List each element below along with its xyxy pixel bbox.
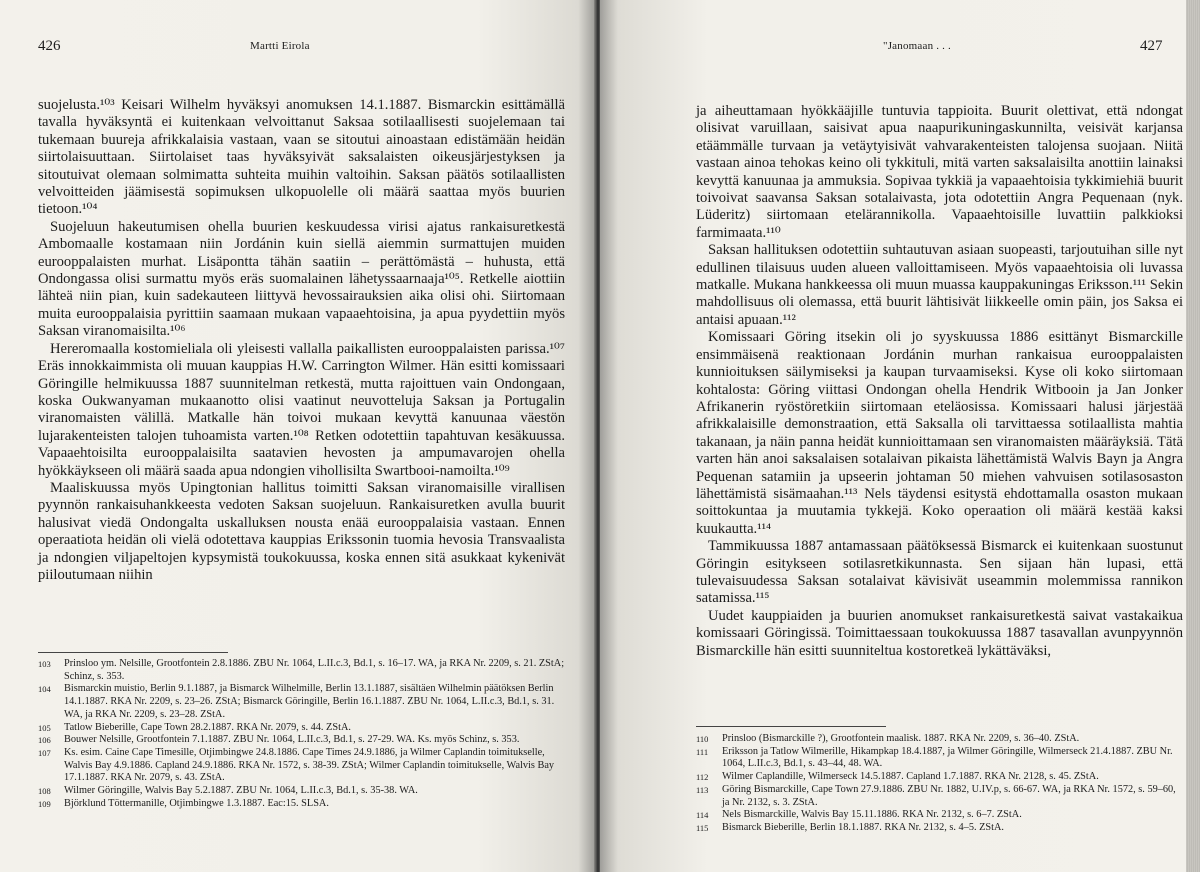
footnote-text: Ks. esim. Caine Cape Timesille, Otjimbingwe 24.8.1886. Cape Times 24.9.1886, ja Wilmer Caplandin toimitukselle, Walvis Bay 4.9.1886. Capland 24.9.1886. RKA Nr. 1572, s. 38-39. ZStA; Wilmer Caplandin toimitukselle, Walvis Bay 17.1.1887. RKA Nr. 2079, s. 43. ZStA. <box>64 746 555 784</box>
footnote-number: 110 <box>696 734 709 744</box>
footnote-number: 103 <box>38 659 51 669</box>
page-number: 427 <box>1140 38 1163 54</box>
page-number: 426 <box>38 38 61 54</box>
footnote-text: Wilmer Caplandille, Wilmerseck 14.5.1887. Capland 1.7.1887. RKA Nr. 2128, s. 45. ZStA. <box>722 771 1099 783</box>
footnote-text: Göring Bismarckille, Cape Town 27.9.1886. ZBU Nr. 1882, U.IV.p, s. 66-67. WA, ja RKA Nr. 1572, s. 59–60, ja Nr. 2132, s. 3. ZStA. <box>722 783 1176 808</box>
footnote <box>696 771 1183 784</box>
footnote-number: 112 <box>696 772 709 783</box>
footnote-number: 109 <box>38 798 51 809</box>
page-edges <box>1186 0 1200 872</box>
footnote <box>38 785 565 798</box>
footnote <box>38 747 565 785</box>
footnote-number: 106 <box>38 735 51 746</box>
footnotes <box>38 658 565 810</box>
paragraph: ja aiheuttamaan hyökkääjille tuntuvia tappioita. Buurit olettivat, että ndongat olisivat varuillaan, saisivat apua naapurikuningaskunnilta, veisivät karjansa etäämmälle turvaan ja vetäytyisivät vahvarakenteisten talojensa suojaan. Niitä vastaan ainoa tehokas keino oli tykkituli, mitä varten saksalaisilta anottiin lainaksi kevyttä kanuunaa ja ammuksia. Sopivaa tykkiä ja vapaaehtoisia tykkimiehiä buurit toivoivat saavansa Saksan sotalaivasta, jota odotettiin Angra Pequenaan (nyk. Lüderitz) siirtomaan etelärannikolla. Vapaaehtoisille luvattiin palkkioksi farmimaata.¹¹⁰ <box>696 103 1183 241</box>
right-page <box>600 0 1200 872</box>
footnote <box>38 722 565 735</box>
footnote-number: 115 <box>696 822 709 833</box>
footnote-number: 107 <box>38 747 51 758</box>
footnote-text: Tatlow Bieberille, Cape Town 28.2.1887. RKA Nr. 2079, s. 44. ZStA. <box>64 721 351 733</box>
footnote-text: Nels Bismarckille, Walvis Bay 15.11.1886. RKA Nr. 2132, s. 6–7. ZStA. <box>722 809 1022 821</box>
footnote-number: 105 <box>38 722 51 733</box>
paragraph: Saksan hallituksen odotettiin suhtautuvan asiaan suopeasti, tarjoutuihan sille nyt edullinen tilaisuus uuden alueen valloittamiseen. Myös vapaaehtoisia oli luvassa matkalle. Mukana hankkeessa oli muun muassa kauppakuningas Eriksson.¹¹¹ Sekin mahdollisuus oli olemassa, että buurit lähtisivät liikkeelle omin päin, jos Saksa ei antaisi apuaan.¹¹² <box>696 242 1183 328</box>
footnote-number: 108 <box>38 786 51 797</box>
footnote-number: 111 <box>696 746 709 757</box>
footnote <box>38 683 565 721</box>
footnote-text: Björklund Töttermanille, Otjimbingwe 1.3.1887. Eac:15. SLSA. <box>64 797 329 809</box>
footnote-text: Bouwer Nelsille, Grootfontein 7.1.1887. ZBU Nr. 1064, L.II.c.3, Bd.1, s. 27-29. WA. Ks. myös Schinz, s. 353. <box>64 734 520 746</box>
body-text <box>38 97 565 584</box>
footnote-text: Prinsloo (Bismarckille ?), Grootfontein maalisk. 1887. RKA Nr. 2209, s. 36–40. ZStA. <box>722 733 1080 744</box>
footnote <box>38 658 565 683</box>
footnote-text: Bismarckin muistio, Berlin 9.1.1887, ja Bismarck Wilhelmille, Berlin 13.1.1887, sisältäen Wilhelmin päätöksen Berlin 14.1.1887. RKA Nr. 2209, s. 23–26. ZStA; Bismarck Göringille, Berlin 16.1.1887. ZBU Nr. 1064, L.II.c.3, Bd.1, s. 31. WA, ja RKA Nr. 2209, s. 23–28. ZStA. <box>64 683 555 720</box>
left-page <box>0 0 596 872</box>
footnotes <box>696 733 1183 835</box>
paragraph: Uudet kauppiaiden ja buurien anomukset rankaisuretkestä saivat vastakaikua komissaari Göringissä. Toimittaessaan toukokuussa 1887 tasavallan avunpyynnön Bismarckille hän esitti suunniteltua kostoretkeä lykättäväksi, <box>696 607 1183 659</box>
footnote <box>696 809 1183 822</box>
footnote-text: Bismarck Bieberille, Berlin 18.1.1887. RKA Nr. 2132, s. 4–5. ZStA. <box>722 821 1005 833</box>
paragraph: Tammikuussa 1887 antamassaan päätöksessä Bismarck ei kuitenkaan suostunut Göringin esitykseen sotilasretkikunnasta. Sen sijaan hän lupasi, että tulevaisuudessa Saksan sotalaivat kävisivät useammin molemmissa rannikon satamissa.¹¹⁵ <box>696 538 1183 607</box>
paragraph: Komissaari Göring itsekin oli jo syyskuussa 1886 esittänyt Bismarckille ensimmäisenä reaktionaan Jordánin murhan rankaisua eurooppalaisten kunnioituksen säilymiseksi ja kaupan turvaamiseksi. Kyse oli koko siirtomaan kohtalosta: Göring viittasi Ondongan ohella Hendrik Witbooin ja Jan Jonker Afrikanerin ryöstöretkiin siirtomaan eteläosissa. Komissaari halusi järjestää afrikkalaisille demonstraation, että Saksalla oli tarvittaessa sotilaallista mahtia takanaan, ja näin panna heidät kunnioittamaan sen viranomaisten määräyksiä. Tätä varten hän anoi saksalaisen sotalaivan pikaista lähettämistä Walvis Bayn ja Angra Pequenan satamiin ja upseerin johtaman 50 miehen vahvuisen sotilasosaston lähettämistä sisämaahan.¹¹³ Nels täydensi esitystä ehdottamalla osaston mukaan soittokuntaa ja muutamia tykkejä. Koko operaation oli määrä kestää kaksi kuukautta.¹¹⁴ <box>696 329 1183 537</box>
footnote-number: 104 <box>38 684 51 695</box>
footnote-divider <box>38 652 228 653</box>
footnote-number: 114 <box>696 810 709 821</box>
footnote <box>696 784 1183 809</box>
running-head: "Janomaan . . . <box>883 40 951 52</box>
body-text <box>696 103 1183 660</box>
footnote <box>696 733 1183 746</box>
paragraph: suojelusta.¹⁰³ Keisari Wilhelm hyväksyi anomuksen 14.1.1887. Bismarckin esittämällä tavalla hyväksyntä ei kuitenkaan velvoittanut Saksaa sotilaallisesti suojelemaan tai tukemaan buureja afrikkalaisia vastaan, vaan se sitoutui ainoastaan edistämään heidän siirtolaisuuttaan. Siirtolaiset taas hyväksyivät saksalaisten oikeusjärjestyksen ja sitoutuivat olemaan solmimatta suhteita muihin valtoihin. Saksan päätös sotilaallisten velvoitteiden jäämisestä sopimuksen ulkopuolelle oli määrä saattaa myös buurien tietoon.¹⁰⁴ <box>38 97 565 218</box>
footnote-text: Wilmer Göringille, Walvis Bay 5.2.1887. ZBU Nr. 1064, L.II.c.3, Bd.1, s. 35-38. WA. <box>64 785 418 797</box>
footnote-divider <box>696 726 886 727</box>
footnote <box>696 746 1183 771</box>
footnote-text: Eriksson ja Tatlow Wilmerille, Hikampkap 18.4.1887, ja Wilmer Göringille, Wilmerseck 21.4.1887. ZBU Nr. 1064, L.II.c.3, Bd.1, s. 43–44, 48. WA. <box>722 745 1173 770</box>
running-head: Martti Eirola <box>250 40 310 52</box>
footnote <box>38 798 565 811</box>
paragraph: Maaliskuussa myös Upingtonian hallitus toimitti Saksan viranomaisille virallisen pyynnön rankaisuhankkeesta vedoten Saksan suojeluun. Rankaisuretken avulla buurit halusivat viedä Ondongalta uskalluksen nousta enää eurooppalaisia vastaan. Ennen operaatiota heidän oli vielä odotettava kauppias Erikssonin tuomia hevosia Transvaalista ja ndongien viljapeltojen kypsymistä toukokuussa, koska ennen sitä asukkaat kykenivät piiloutumaan niihin <box>38 479 565 583</box>
paragraph: Hereromaalla kostomieliala oli yleisesti vallalla paikallisten eurooppalaisten parissa.¹⁰⁷ Eräs innokkaimmista oli muuan kauppias H.W. Carrington Wilmer. Hän esitti komissaari Göringille helmikuussa 1887 suunnitelman retkestä, mutta rajoittuen vain Ondongaan, koska Oukwanyaman mukaanotto olisi vaatinut neuvotteluja Saksan ja Portugalin viranomaisten välillä. Matkalle hän toivoi mukaan kevyttä kanuunaa väestön lujarakenteisten talojen tuhoamista varten.¹⁰⁸ Retken odotettiin tapahtuvan kesäkuussa. Vapaaehtoisilta eurooppalaisilta saatavien hevosten ja ampumavarojen ohella hyökkäykseen oli määrä saada apua ndongien vihollisilta Swartbooi-namoilta.¹⁰⁹ <box>38 340 565 479</box>
footnote <box>696 822 1183 835</box>
paragraph: Suojeluun hakeutumisen ohella buurien keskuudessa virisi ajatus rankaisuretkestä Ambomaalle kostamaan niin Jordánin kuin siellä aiemmin surmattujen muiden eurooppalaisten murhat. Lisäpontta tähän saatiin – perättömästä – huhusta, että Ondongassa olisi surmattu myös eräs suomalainen lähetyssaarnaaja¹⁰⁵. Retkelle aiottiin lähteä niin pian, kuin sadekauteen liittyvä hevossairauksien aika olisi ohi. Siirtomaan muita eurooppalaisia pyrittiin saamaan mukaan vapaaehtoisina, ja apua pyydettiin myös Saksan viranomaisilta.¹⁰⁶ <box>38 218 565 340</box>
footnote-text: Prinsloo ym. Nelsille, Grootfontein 2.8.1886. ZBU Nr. 1064, L.II.c.3, Bd.1, s. 16–17. WA, ja RKA Nr. 2209, s. 21. ZStA; Schinz, s. 353. <box>64 658 565 682</box>
footnote <box>38 734 565 747</box>
footnote-number: 113 <box>696 784 709 795</box>
